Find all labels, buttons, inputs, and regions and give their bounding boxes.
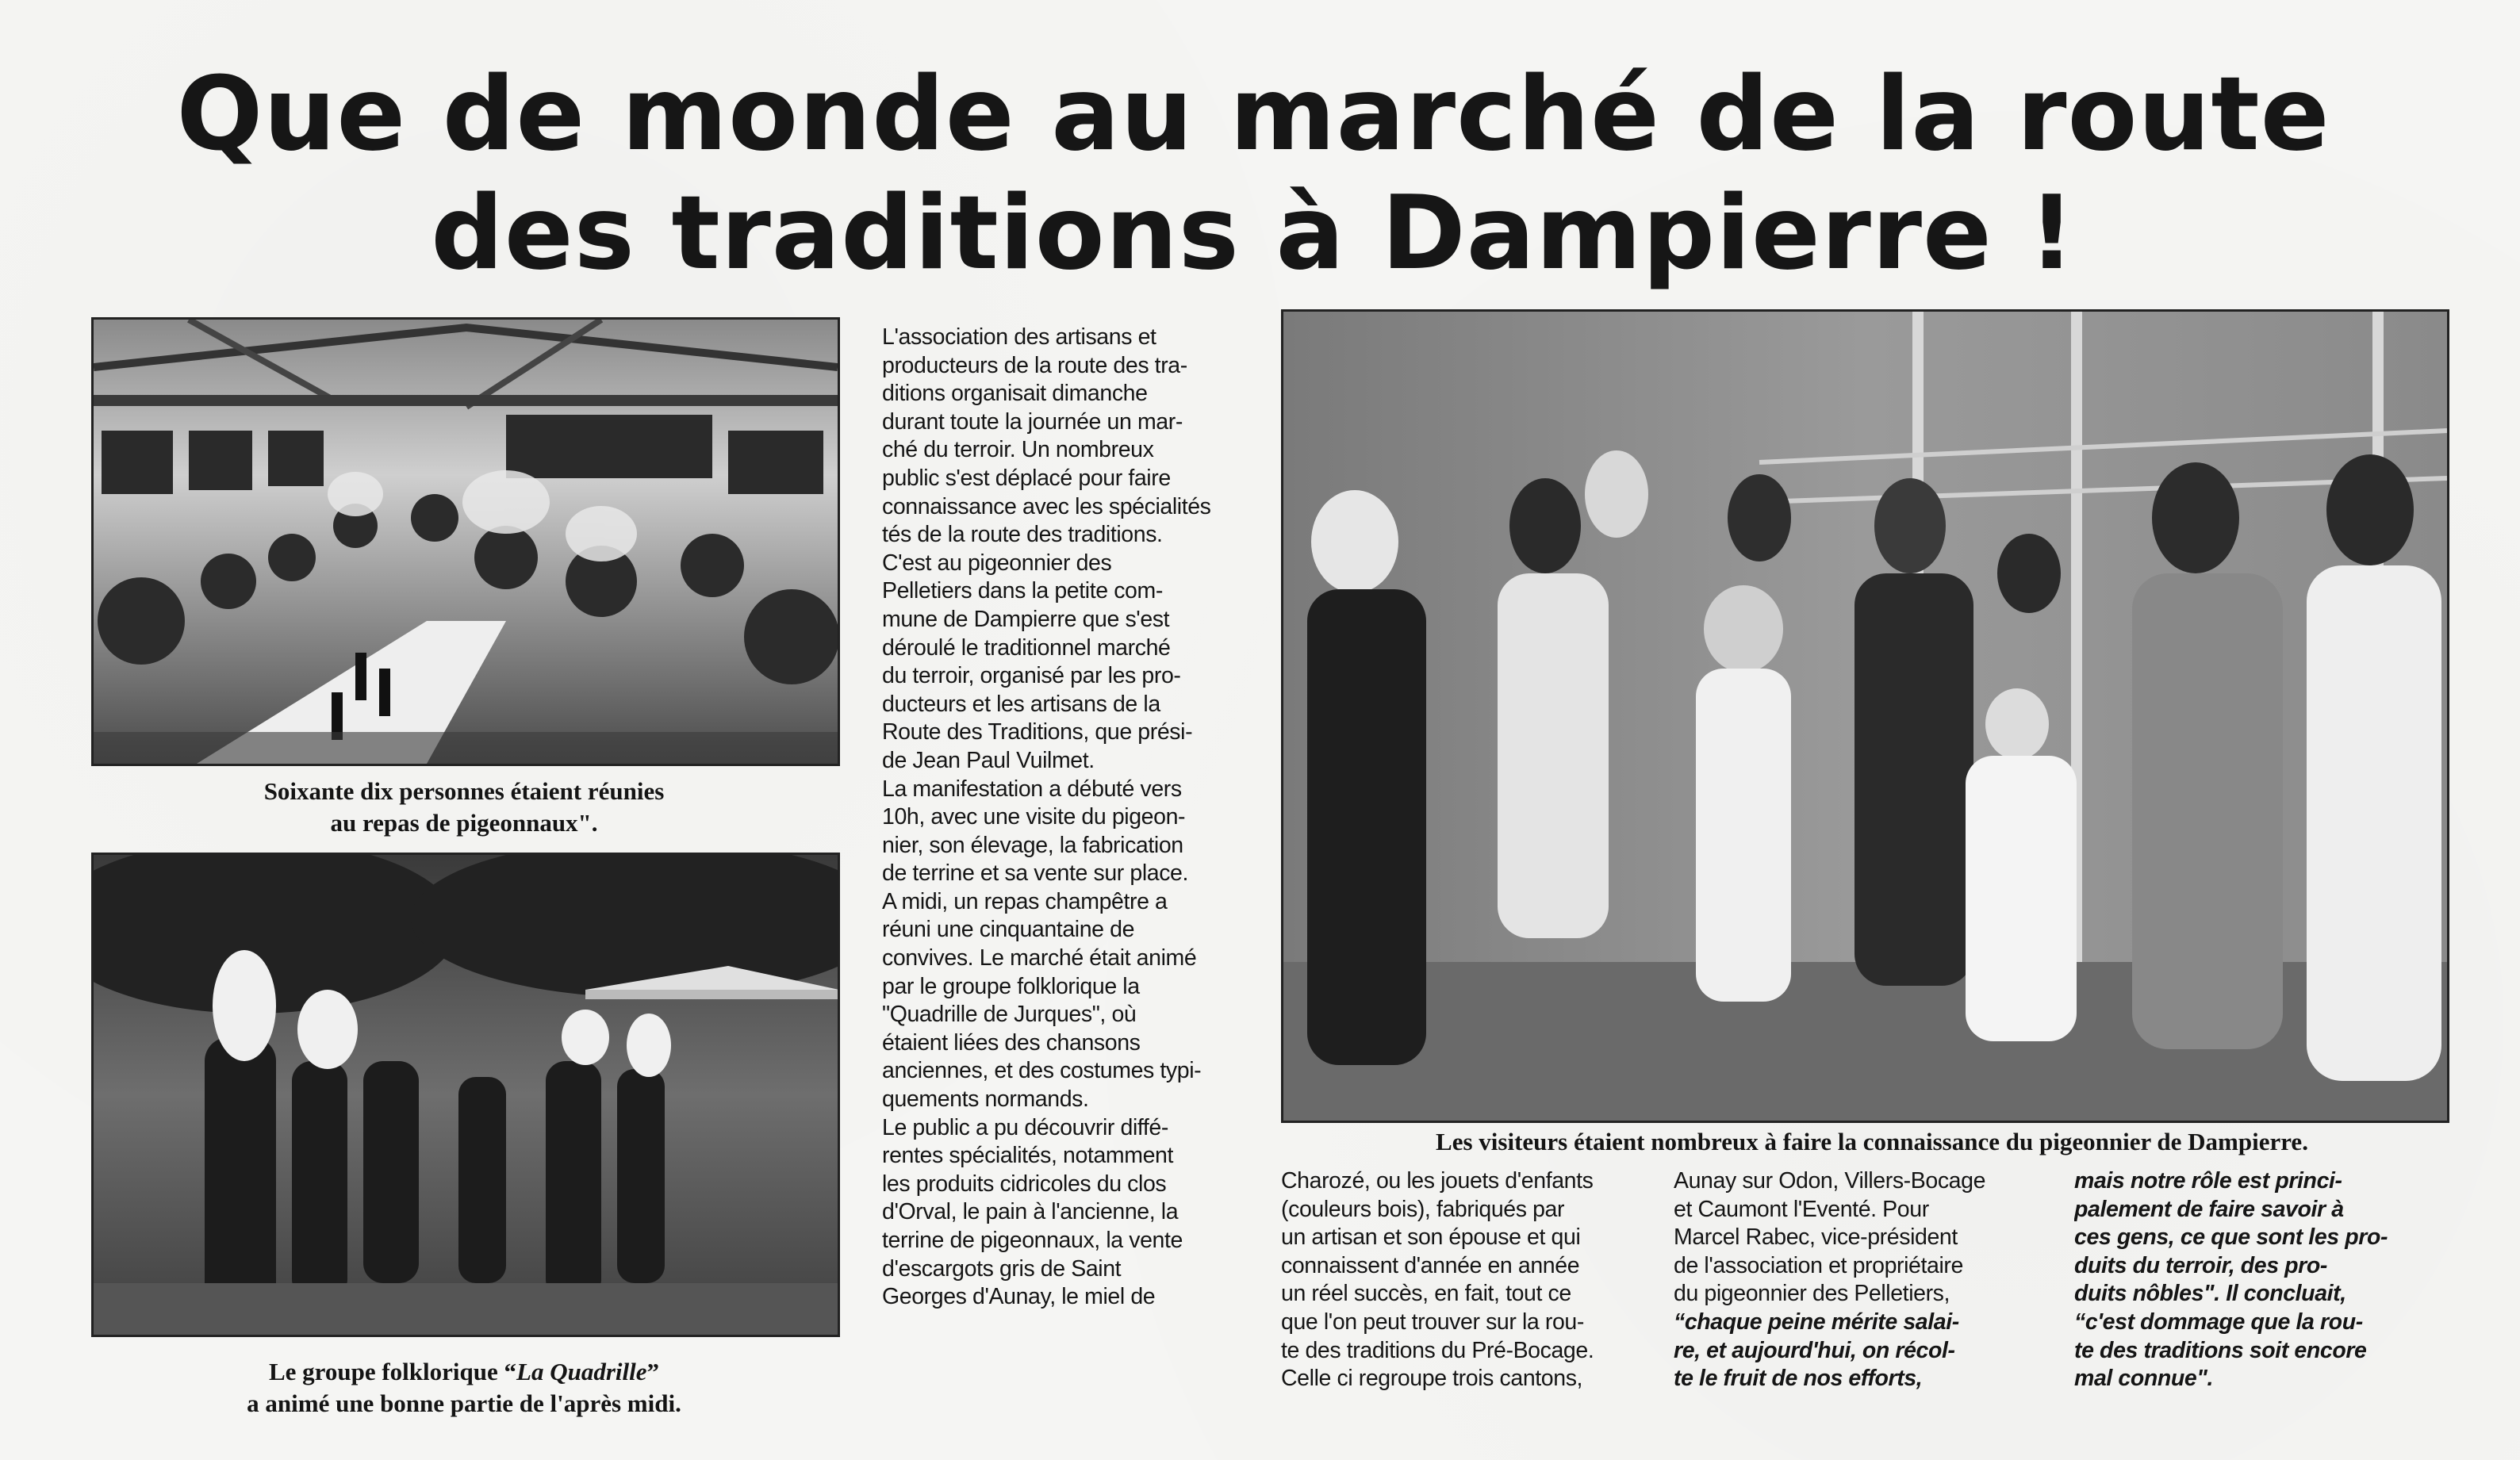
article-line: déroulé le traditionnel marché [882, 634, 1171, 661]
article-line: nier, son élevage, la fabrication [882, 832, 1183, 858]
article-line: te des traditions soit encore [2074, 1337, 2367, 1363]
headline [143, 56, 2364, 293]
article-line: d'Orval, le pain à l'ancienne, la [882, 1199, 1179, 1225]
article-line: que l'on peut trouver sur la rou- [1281, 1309, 1584, 1335]
folk-dancers-illustration [94, 855, 838, 1335]
article-line: de l'association et propriétaire [1674, 1252, 1963, 1278]
article-line: Georges d'Aunay, le miel de [882, 1284, 1156, 1310]
article-line: ché du terroir. Un nombreux [882, 437, 1154, 463]
article-line: te le fruit de nos efforts, [1674, 1366, 1923, 1392]
photo-visitors-group [1281, 309, 2449, 1123]
headline-line-2: des traditions à Dampierre ! [431, 174, 2076, 293]
article-line: La manifestation a débuté vers [882, 776, 1182, 802]
article-line: ces gens, ce que sont les pro- [2074, 1224, 2388, 1251]
article-line: L'association des artisans et [882, 324, 1156, 350]
article-line: mal connue". [2074, 1366, 2213, 1392]
article-line: durant toute la journée un mar- [882, 408, 1183, 435]
article-line: (couleurs bois), fabriqués par [1281, 1196, 1565, 1222]
article-line: un artisan et son épouse et qui [1281, 1224, 1581, 1251]
article-line: d'escargots gris de Saint [882, 1255, 1122, 1282]
article-line: re, et aujourd'hui, on récol- [1674, 1337, 1955, 1363]
article-line: producteurs de la route des tra- [882, 352, 1187, 378]
article-line: de terrine et sa vente sur place. [882, 860, 1189, 887]
article-line: public s'est déplacé pour faire [882, 465, 1171, 491]
article-line: par le groupe folklorique la [882, 973, 1140, 999]
article-line: de Jean Paul Vuilmet. [882, 747, 1095, 773]
article-line: étaient liées des chansons [882, 1029, 1141, 1056]
article-line: un réel succès, en fait, tout ce [1281, 1281, 1571, 1307]
caption-dining-line-2: au repas de pigeonnaux". [330, 809, 598, 837]
caption-dining-line-1: Soixante dix personnes étaient réunies [263, 777, 665, 805]
article-line: anciennes, et des costumes typi- [882, 1058, 1202, 1084]
article-line: du terroir, organisé par les pro- [882, 663, 1181, 689]
caption-dining [135, 776, 793, 839]
article-line: C'est au pigeonnier des [882, 550, 1112, 576]
article-line: mais notre rôle est princi- [2074, 1168, 2342, 1194]
article-line: te des traditions du Pré-Bocage. [1281, 1337, 1594, 1363]
article-line: convives. Le marché était animé [882, 945, 1197, 971]
article-line: palement de faire savoir à [2074, 1196, 2344, 1222]
article-line: tés de la route des traditions. [882, 522, 1163, 548]
caption-quadrille [135, 1356, 793, 1420]
visitors-illustration [1283, 312, 2447, 1121]
article-line: du pigeonnier des Pelletiers, [1674, 1281, 1950, 1307]
caption-visitors-line: Les visiteurs étaient nombreux à faire la connaissance du pigeonnier de Dampierre. [1436, 1128, 2308, 1155]
article-line: connaissance avec les spécialités [882, 493, 1211, 519]
caption-quadrille-line-2: a animé une bonne partie de l'après midi. [247, 1389, 681, 1417]
photo-dining-hall [91, 317, 840, 766]
caption-quadrille-suffix: ” [646, 1358, 659, 1385]
article-line: ducteurs et les artisans de la [882, 691, 1160, 717]
article-line: Pelletiers dans la petite com- [882, 578, 1163, 604]
article-line: duits nôbles". Il concluait, [2074, 1281, 2346, 1307]
article-line: "Quadrille de Jurques", où [882, 1002, 1137, 1028]
article-line: A midi, un repas champêtre a [882, 888, 1168, 914]
article-line: réuni une cinquantaine de [882, 917, 1135, 943]
caption-visitors [1301, 1126, 2443, 1158]
article-line: ditions organisait dimanche [882, 381, 1148, 407]
article-line: quements normands. [882, 1086, 1089, 1113]
article-line: “c'est dommage que la rou- [2074, 1309, 2363, 1335]
caption-quadrille-line-1 [135, 1356, 793, 1388]
article-line: mune de Dampierre que s'est [882, 606, 1170, 632]
dining-hall-illustration [94, 320, 838, 764]
article-line: Le public a pu découvrir diffé- [882, 1114, 1168, 1140]
article-line: rentes spécialités, notamment [882, 1143, 1173, 1169]
article-line: Marcel Rabec, vice-président [1674, 1224, 1958, 1251]
article-line: connaissent d'année en année [1281, 1252, 1580, 1278]
caption-quadrille-name: La Quadrille [516, 1358, 647, 1385]
headline-line-1: Que de monde au marché de la route [176, 56, 2330, 174]
article-line: duits du terroir, des pro- [2074, 1252, 2327, 1278]
article-column-2 [1281, 1167, 1638, 1393]
article-column-1 [882, 324, 1237, 1312]
article-line: “chaque peine mérite salai- [1674, 1309, 1959, 1335]
article-line: terrine de pigeonnaux, la vente [882, 1228, 1183, 1253]
article-line: les produits cidricoles du clos [882, 1171, 1167, 1197]
article-line: Aunay sur Odon, Villers-Bocage [1674, 1168, 1986, 1194]
caption-quadrille-prefix: Le groupe folklorique “ [268, 1358, 517, 1385]
photo-folk-dancers [91, 853, 840, 1337]
article-line: Route des Traditions, que prési- [882, 719, 1193, 745]
article-line: 10h, avec une visite du pigeon- [882, 804, 1186, 830]
article-line: Celle ci regroupe trois cantons, [1281, 1366, 1583, 1392]
article-column-3 [1674, 1167, 2031, 1393]
article-line: Charozé, ou les jouets d'enfants [1281, 1168, 1594, 1194]
article-column-4 [2074, 1167, 2447, 1393]
article-line: et Caumont l'Eventé. Pour [1674, 1196, 1929, 1222]
